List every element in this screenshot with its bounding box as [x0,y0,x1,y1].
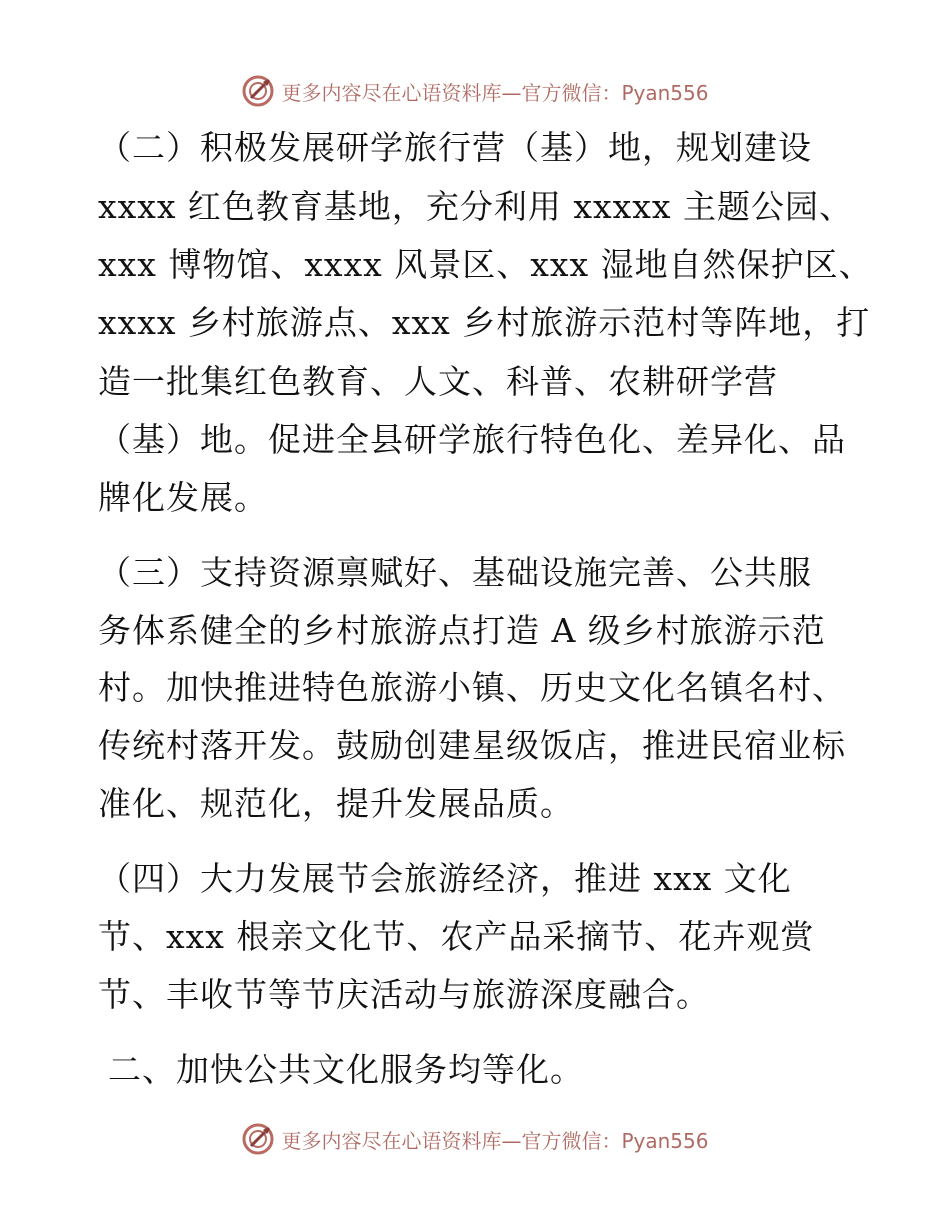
paragraph-2-line-5: 造一批集红色教育、人文、科普、农耕研学营 [98,362,778,401]
footer-watermark-text: 更多内容尽在心语资料库—官方微信：Pyan556 [281,1128,709,1153]
paragraph-2-line-1: （二）积极发展研学旅行营（基）地，规划建设 [98,128,812,167]
header-watermark-text: 更多内容尽在心语资料库—官方微信：Pyan556 [281,80,709,105]
stamp-logo-icon [241,1122,275,1156]
paragraph-4-line-2: 节、xxx 根亲文化节、农产品采摘节、花卉观赏 [98,917,815,956]
paragraph-2-line-6: （基）地。促进全县研学旅行特色化、差异化、品 [98,420,846,459]
paragraph-2-line-4: xxxx 乡村旅游点、xxx 乡村旅游示范村等阵地，打 [98,303,871,342]
paragraph-2-line-7: 牌化发展。 [98,478,268,517]
paragraph-3-line-2: 务体系健全的乡村旅游点打造 A 级乡村旅游示范 [98,611,826,650]
section-heading-2: 二、加快公共文化服务均等化。 [108,1050,584,1089]
footer-watermark-banner [0,1119,950,1159]
paragraph-3-line-1: （三）支持资源禀赋好、基础设施完善、公共服 [98,553,812,592]
paragraph-2-line-2: xxxx 红色教育基地，充分利用 xxxxx 主题公园、 [98,187,853,226]
paragraph-3-line-3: 村。加快推进特色旅游小镇、历史文化名镇名村、 [98,668,846,707]
paragraph-3-line-4: 传统村落开发。鼓励创建星级饭店，推进民宿业标 [98,726,846,765]
paragraph-4-line-1: （四）大力发展节会旅游经济，推进 xxx 文化 [98,859,792,898]
paragraph-3-line-5: 准化、规范化，提升发展品质。 [98,784,574,823]
paragraph-4-line-3: 节、丰收节等节庆活动与旅游深度融合。 [98,975,710,1014]
paragraph-2-line-3: xxx 博物馆、xxxx 风景区、xxx 湿地自然保护区、 [98,245,873,284]
header-watermark-banner [0,71,950,111]
stamp-logo-icon [241,74,275,108]
